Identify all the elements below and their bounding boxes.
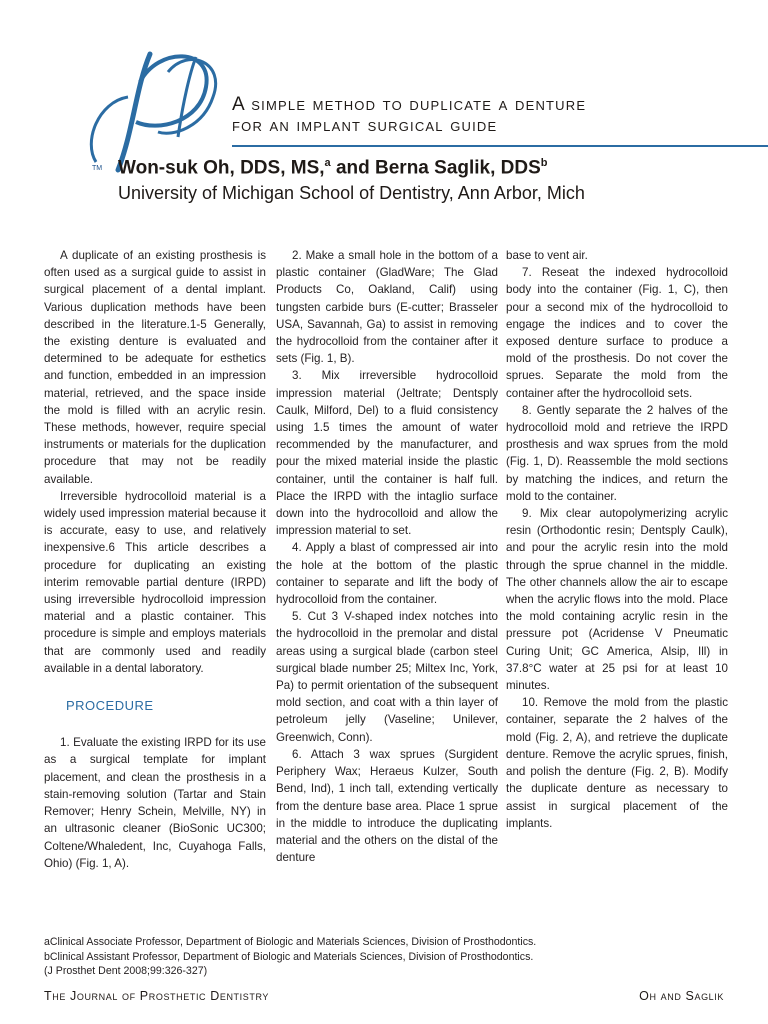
intro-paragraph-2: Irreversible hydrocolloid material is a widely used impression material because it is accurate, easy to use, and relatively inexpensive.6 This article describes a procedure for duplicating an existing interim removable partial denture (IRPD) using irreversible hydrocolloid impression material and a plastic container. This procedure is simple and employs materials that are commonly used and readily available in a dental laboratory. <box>44 489 266 675</box>
step-3: 3. Mix irreversible hydrocolloid impression material (Jeltrate; Dentsply Caulk, Milford, Del) to a fluid consistency using 1.5 times the amount of water recommended by the manufacturer, and pour the mixed material inside the plastic container, until the container is half full. Place the IRPD with the intaglio surface down into the hydrocolloid and allow the impression material to set. <box>276 369 498 538</box>
title-rule <box>232 145 768 147</box>
step-8: 8. Gently separate the 2 halves of the hydrocolloid mold and retrieve the IRPD prosthesis and wax sprues from the mold (Fig. 1, D). Reassemble the mold sections by matching the indices, and return the mold to the container. <box>506 403 728 503</box>
affiliation: University of Michigan School of Dentistry, Ann Arbor, Mich <box>118 183 585 203</box>
step-6: 6. Attach 3 wax sprues (Surgident Periphery Wax; Heraeus Kulzer, South Bend, Ind), 1 inch tall, extending vertically from the denture base area. Place 1 sprue in the middle to introduce the duplicating material and the others on the distal of the denture <box>276 747 498 865</box>
footnotes <box>44 935 536 979</box>
step-7: 7. Reseat the indexed hydrocolloid body into the container (Fig. 1, C), then pour a second mix of the hydrocolloid to engage the indices and to cover the exposed denture surface to produce a mold of the prosthesis. Do not cover the sprues. Separate the mold from the container after the hydrocolloid sets. <box>506 266 728 400</box>
title-line-1: A simple method to duplicate a denture <box>232 94 587 115</box>
column-1 <box>44 247 266 872</box>
step-2: 2. Make a small hole in the bottom of a plastic container (GladWare; The Glad Products Co, Oakland, Calif) using tungsten carbide burs (E-cutter; Brasseler USA, Savannah, Ga) to assist in removing the hydrocolloid from the container after it sets (Fig. 1, B). <box>276 249 498 366</box>
citation: (J Prosthet Dent 2008;99:326-327) <box>44 965 208 977</box>
column-2 <box>276 247 498 866</box>
journal-name: The Journal of Prosthetic Dentistry <box>44 989 269 1003</box>
author-2-sup: b <box>540 157 548 169</box>
author-1-sup: a <box>324 157 331 169</box>
intro-paragraph-1: A duplicate of an existing prosthesis is often used as a surgical guide to assist in surgical placement of a dental implant. Various duplication methods have been described in the literature.1-5 Generally, the existing denture is evaluated and determined to be adequate for esthetics and function, embedded in an impression material, retrieved, and the space inside the mold is filled with an acrylic resin. These methods, however, require special instruments or materials for the duplication procedure that may not be readily available. <box>44 249 266 486</box>
procedure-heading: PROCEDURE <box>66 698 154 714</box>
trademark-label: TM <box>92 165 103 172</box>
footnote-a: aClinical Associate Professor, Department of Biologic and Materials Sciences, Division of Prosthodontics. <box>44 936 537 948</box>
author-1: Won-suk Oh, DDS, MS, <box>118 157 325 179</box>
step-4: 4. Apply a blast of compressed air into the hole at the bottom of the plastic container to separate and lift the body of hydrocolloid from the container. <box>276 541 498 607</box>
footnote-b: bClinical Assistant Professor, Department of Biologic and Materials Sciences, Division of Prosthodontics. <box>44 950 534 963</box>
article-title <box>232 94 752 136</box>
step-5: 5. Cut 3 V-shaped index notches into the hydrocolloid in the premolar and distal areas using a surgical blade (carbon steel surgical blade number 25; Miltex Inc, York, Pa) to permit orientation of the subsequent mold section, and coat with a thin layer of petroleum jelly (Vaseline; Unilever, Greenwich, Conn). <box>276 610 498 744</box>
step-9: 9. Mix clear autopolymerizing acrylic resin (Orthodontic resin; Dentsply Caulk), and pour the acrylic resin into the mold through the sprue channel in the middle. The other channels allow the air to escape when the acrylic flows into the mold. Place the mold containing acrylic resin in the pressure pot (Acridense V Pneumatic Curing Unit; GC America, Alsip, Ill) in 37.8°C water at 25 psi for at least 10 minutes. <box>506 507 728 693</box>
step-10: 10. Remove the mold from the plastic container, separate the 2 halves of the mold (Fig. 2, A), and retrieve the duplicate denture. Remove the acrylic sprues, finish, and polish the denture (Fig. 2, B). Modify the duplicate denture as necessary to assist in surgical placement of the implants. <box>506 696 728 830</box>
step-1: 1. Evaluate the existing IRPD for its use as a surgical template for implant placement, and clean the prosthesis in a stain-removing solution (Tartar and Stain Remover; Henry Schein, Melville, NY) in an ultrasonic cleaner (BioSonic UC300; Coltene/Whaledent, Inc, Cuyahoga Falls, Ohio) (Fig. 1, A). <box>44 736 266 870</box>
running-head: Oh and Saglik <box>639 989 724 1003</box>
title-line-2: for an implant surgical guide <box>232 115 498 136</box>
author-connector: and <box>330 157 376 179</box>
logo-mark-text: JP <box>78 42 80 43</box>
column-3 <box>506 247 728 832</box>
author-2: Berna Saglik, DDS <box>375 157 541 179</box>
step-6-continued: base to vent air. <box>506 249 588 262</box>
author-line <box>118 157 548 179</box>
